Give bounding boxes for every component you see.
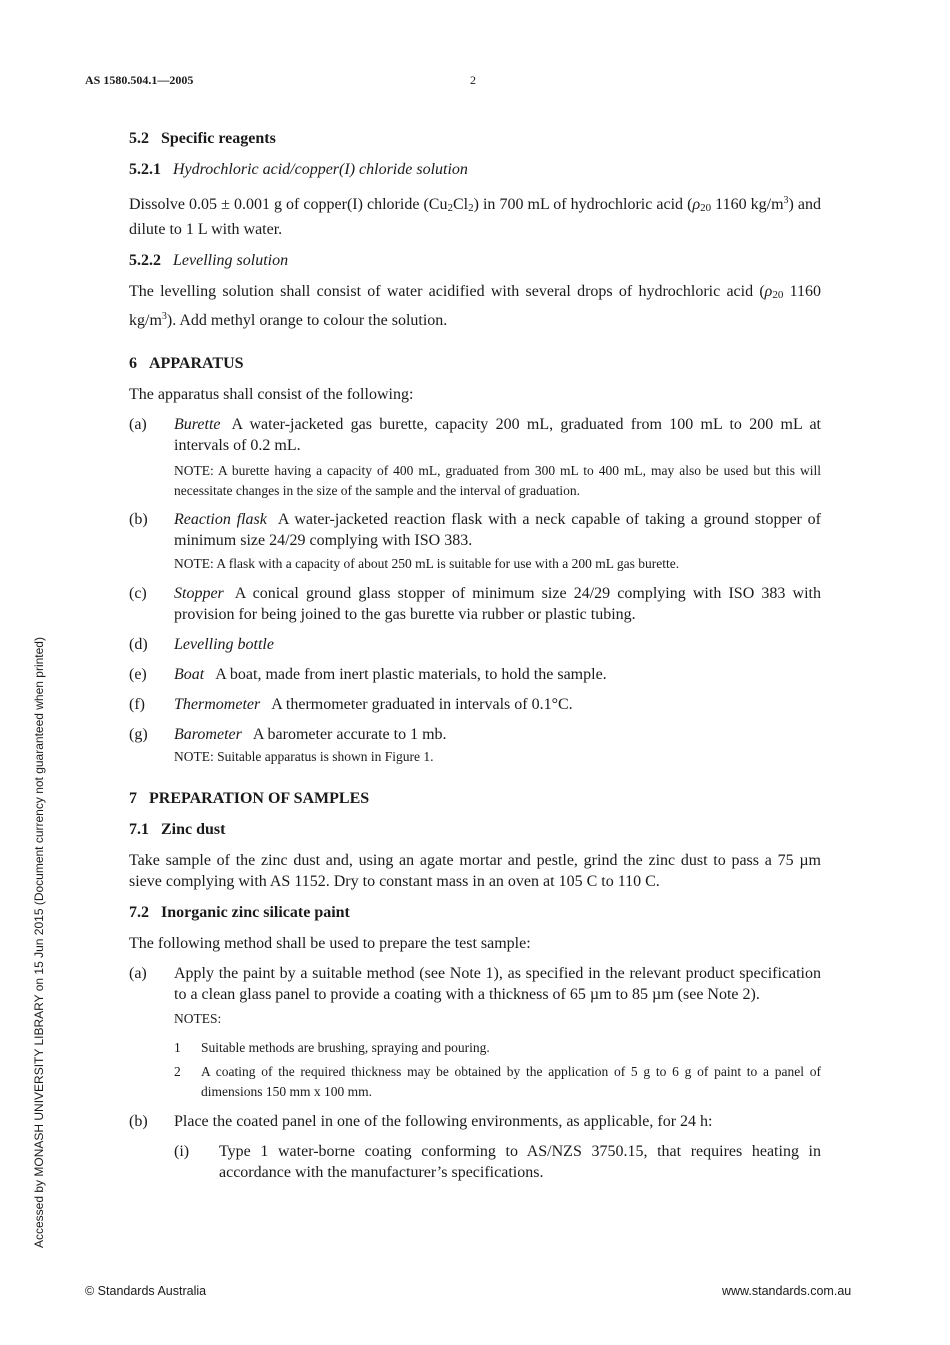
note-text: A coating of the required thickness may be obtained by the application of 5 g to 6 g of paint to a panel of dimensions 150 mm x 100 mm. xyxy=(201,1064,821,1099)
heading-number: 5.2.2 xyxy=(129,252,161,269)
footer-copyright: © Standards Australia xyxy=(85,1284,207,1298)
text: 1160 kg/m xyxy=(129,283,822,329)
procedure-item-a xyxy=(129,963,821,1029)
item-term: Stopper xyxy=(174,584,224,602)
text: ) in 700 mL of hydrochloric acid ( xyxy=(473,196,693,213)
item-note: NOTE: A flask with a capacity of about 250 mL is suitable for use with a 200 mL gas burette. xyxy=(174,556,680,571)
item-text xyxy=(174,583,821,625)
apparatus-item-e xyxy=(129,664,821,685)
item-text: Place the coated panel in one of the following environments, as applicable, for 24 h: xyxy=(174,1113,713,1130)
heading-title: Inorganic zinc silicate paint xyxy=(161,904,350,921)
heading-5-2 xyxy=(129,128,821,149)
access-watermark: Accessed by MONASH UNIVERSITY LIBRARY on 15 Jun 2015 (Document currency not guaranteed when printed) xyxy=(32,637,46,1248)
heading-7 xyxy=(129,788,821,809)
page-number: 2 xyxy=(470,73,476,87)
procedure-subitem-i xyxy=(129,1141,821,1183)
note-number: 1 xyxy=(174,1039,181,1055)
item-label: (i) xyxy=(174,1143,190,1160)
item-term: Boat xyxy=(174,665,205,683)
text: 1160 kg/m xyxy=(711,196,784,213)
item-text xyxy=(174,694,821,715)
rho-symbol: ρ xyxy=(764,283,773,300)
heading-title: PREPARATION OF SAMPLES xyxy=(149,790,370,807)
item-description: A thermometer graduated in intervals of 0.1°C. xyxy=(271,695,573,713)
item-label: (b) xyxy=(129,511,148,528)
heading-title: APPARATUS xyxy=(149,355,244,372)
item-note: NOTE: Suitable apparatus is shown in Figure 1. xyxy=(174,748,434,764)
heading-title: Zinc dust xyxy=(161,821,226,838)
heading-number: 7.2 xyxy=(129,904,149,921)
item-term: Burette xyxy=(174,416,221,433)
heading-number: 6 xyxy=(129,355,137,372)
item-term: Levelling bottle xyxy=(174,635,274,653)
item-text xyxy=(174,634,821,655)
text: Dissolve 0.05 ± 0.001 g of copper(I) chloride (Cu xyxy=(129,196,448,213)
item-text: Apply the paint by a suitable method (see Note 1), as specified in the relevant product specification to a clean glass panel to provide a coating with a thickness of 65 µm to 85 µm (see Note 2). xyxy=(174,965,821,1003)
heading-number: 7.1 xyxy=(129,821,149,838)
item-label: (c) xyxy=(129,584,147,602)
heading-7-2 xyxy=(129,902,821,923)
apparatus-item-g xyxy=(129,724,821,767)
item-label: (g) xyxy=(129,725,148,743)
superscript: 3 xyxy=(161,311,167,322)
apparatus-item-d xyxy=(129,634,821,655)
standard-id: AS 1580.504.1—2005 xyxy=(85,73,194,87)
procedure-item-b xyxy=(129,1111,821,1132)
paragraph-7-2-intro: The following method shall be used to prepare the test sample: xyxy=(129,935,531,952)
rho-symbol: ρ xyxy=(692,196,701,213)
text: Cl xyxy=(452,196,469,213)
heading-title: Specific reagents xyxy=(161,130,276,147)
note-2 xyxy=(129,1062,821,1101)
text: The levelling solution shall consist of water acidified with several drops of hydrochloric acid ( xyxy=(129,283,765,300)
item-description: A barometer accurate to 1 mb. xyxy=(252,725,447,743)
item-text: Type 1 water-borne coating conforming to AS/NZS 3750.15, that requires heating in accordance with the manufacturer’s specifications. xyxy=(219,1143,821,1181)
heading-5-2-1 xyxy=(129,159,821,180)
document-body xyxy=(129,128,821,1183)
subscript: 2 xyxy=(447,202,453,214)
apparatus-item-f xyxy=(129,694,821,715)
item-description: A conical ground glass stopper of minimum size 24/29 complying with ISO 383 with provision for being joined to the gas burette via rubber or plastic tubing. xyxy=(174,584,821,623)
item-label: (a) xyxy=(129,416,147,433)
apparatus-item-c xyxy=(129,583,821,625)
heading-7-1 xyxy=(129,819,821,840)
note-1 xyxy=(129,1038,821,1058)
apparatus-item-a xyxy=(129,414,821,500)
item-term: Barometer xyxy=(174,725,242,743)
item-text xyxy=(174,724,821,745)
notes-heading: NOTES: xyxy=(174,1011,222,1026)
item-description: A water-jacketed reaction flask with a neck capable of taking a ground stopper of minimum size 24/29 complying with ISO 383. xyxy=(174,511,821,549)
text: ) and dilute to 1 L with water. xyxy=(129,196,822,238)
note-number: 2 xyxy=(174,1064,181,1079)
item-text xyxy=(174,664,821,685)
subscript: 20 xyxy=(700,202,712,214)
heading-5-2-2 xyxy=(129,250,821,271)
footer-website: www.standards.com.au xyxy=(722,1284,852,1298)
note-text: Suitable methods are brushing, spraying and pouring. xyxy=(201,1039,490,1055)
item-label: (d) xyxy=(129,635,148,653)
heading-number: 7 xyxy=(129,790,137,807)
heading-6 xyxy=(129,353,821,374)
heading-number: 5.2 xyxy=(129,130,149,147)
item-text xyxy=(174,509,821,551)
paragraph-7-1: Take sample of the zinc dust and, using an agate mortar and pestle, grind the zinc dust to pass a 75 µm sieve complying with AS 1152. Dry to constant mass in an oven at 105 C to 110 C. xyxy=(129,852,821,890)
item-description: A boat, made from inert plastic materials, to hold the sample. xyxy=(215,665,607,683)
item-label: (f) xyxy=(129,695,145,713)
item-note: NOTE: A burette having a capacity of 400 mL, graduated from 300 mL to 400 mL, may also be used but this will necessitate changes in the size of the sample and the interval of graduation. xyxy=(174,463,821,498)
text: ). Add methyl orange to colour the solution. xyxy=(166,312,448,329)
superscript: 3 xyxy=(783,195,789,206)
item-term: Thermometer xyxy=(174,695,261,713)
heading-number: 5.2.1 xyxy=(129,161,161,178)
apparatus-intro: The apparatus shall consist of the following: xyxy=(129,386,414,403)
item-description: A water-jacketed gas burette, capacity 200 mL, graduated from 100 mL to 200 mL at intervals of 0.2 mL. xyxy=(174,416,821,454)
apparatus-item-b xyxy=(129,509,821,574)
subscript: 2 xyxy=(468,202,474,214)
paragraph-5-2-2 xyxy=(129,281,821,331)
item-label: (e) xyxy=(129,665,147,683)
item-label: (b) xyxy=(129,1113,148,1130)
item-term: Reaction flask xyxy=(174,511,267,528)
heading-title: Levelling solution xyxy=(173,252,289,269)
heading-title: Hydrochloric acid/copper(I) chloride solution xyxy=(173,161,468,178)
subscript: 20 xyxy=(772,289,784,301)
paragraph-5-2-1 xyxy=(129,190,821,240)
item-label: (a) xyxy=(129,965,147,982)
item-text xyxy=(174,414,821,456)
